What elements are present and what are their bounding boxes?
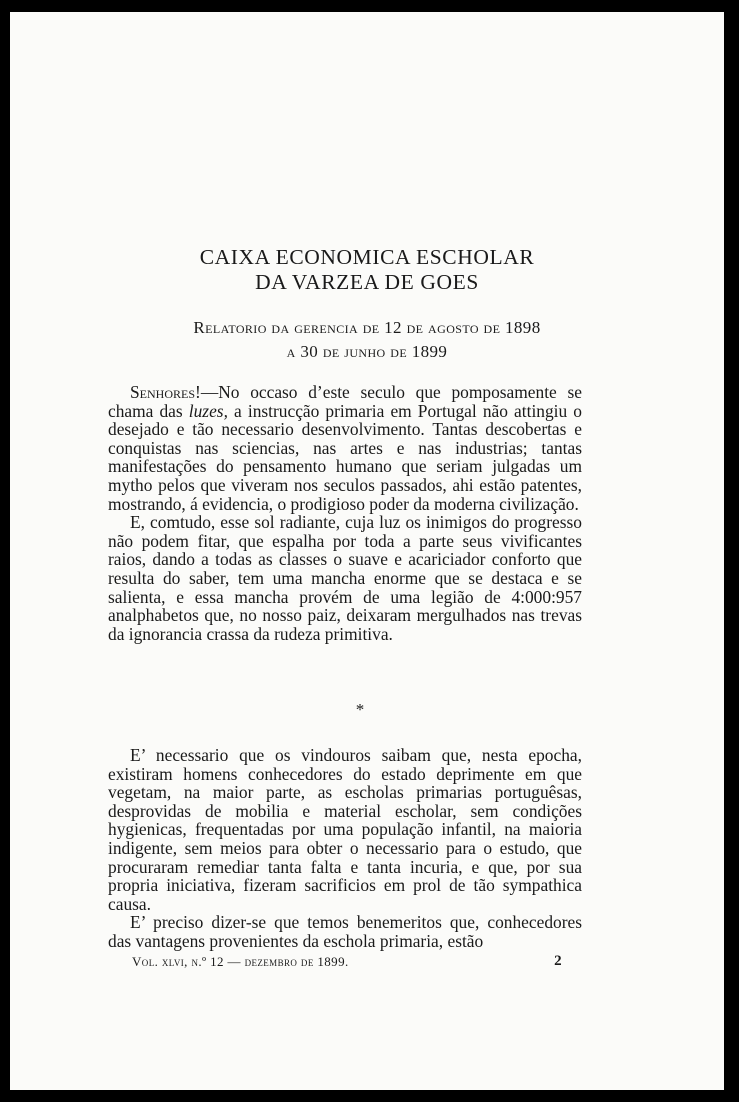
paragraph-intro-text-a: —No occaso d’este seculo que pomposamente se chama das (108, 382, 582, 421)
paragraph-third: E’ necessario que os vindouros saibam que, nesta epocha, existiram homens conhecedores do estado deprimente em que vegetam, na maior parte, as escholas primarias portuguêsas, desprovidas de mobilia e material escholar, sem condições hygienicas, frequentadas por uma população infantil, na maioria indigente, sem meios para obter o necessario para o estudo, que procuraram remediar tanta falta e tanta incuria, e que, por sua propria iniciativa, fizeram sacrificios em prol de tão sympathica causa. (108, 745, 582, 914)
page-footer (132, 954, 562, 970)
volume-info: Vol. xlvi, n.º 12 — dezembro de 1899. (132, 954, 349, 969)
paragraph-second: E, comtudo, esse sol radiante, cuja luz os inimigos do progresso não podem fitar, que espalha por toda a parte seus vivificantes raios, dando a todas as classes o suave e acariciador conforto que resulta do saber, tem uma mancha enorme que se destaca e se salienta, e essa mancha provém de uma legião de 4:000:957 analphabetos que, no nosso paiz, deixaram mergulhados nas trevas da ignorancia crassa da rudeza primitiva. (108, 512, 582, 644)
section-2 (108, 746, 582, 951)
salutation: Senhores! (130, 382, 201, 402)
paragraph-intro (108, 383, 582, 513)
report-subtitle-line2: a 30 de junho de 1899 (286, 342, 448, 361)
paragraph-intro-text-b: a instrucção primaria em Portugal não attingiu o desejado e tão necessario desenvolvimento. Tantas descobertas e conquistas nas sciencias, nas artes e nas industrias; tantas manifestações do pensamento humano que seriam julgadas um mytho pelos que viveram nos seculos passados, ahi estão patentes, mostrando, á evidencia, o prodigioso poder da moderna civilização. (108, 400, 582, 514)
document-page (10, 12, 724, 1090)
report-subtitle-line1: Relatorio da gerencia de 12 de agosto de 1898 (193, 318, 541, 337)
signature-mark: 2 (554, 953, 562, 969)
document-title-line1: CAIXA ECONOMICA ESCHOLAR (199, 245, 535, 269)
section-1 (108, 383, 582, 643)
paragraph-intro-emphasis: luzes, (188, 400, 228, 421)
paragraph-fourth: E’ preciso dizer-se que temos benemeritos que, conhecedores das vantagens provenientes da eschola primaria, estão (108, 912, 582, 951)
section-separator: * (355, 700, 365, 719)
document-title-line2: DA VARZEA DE GOES (255, 270, 479, 294)
